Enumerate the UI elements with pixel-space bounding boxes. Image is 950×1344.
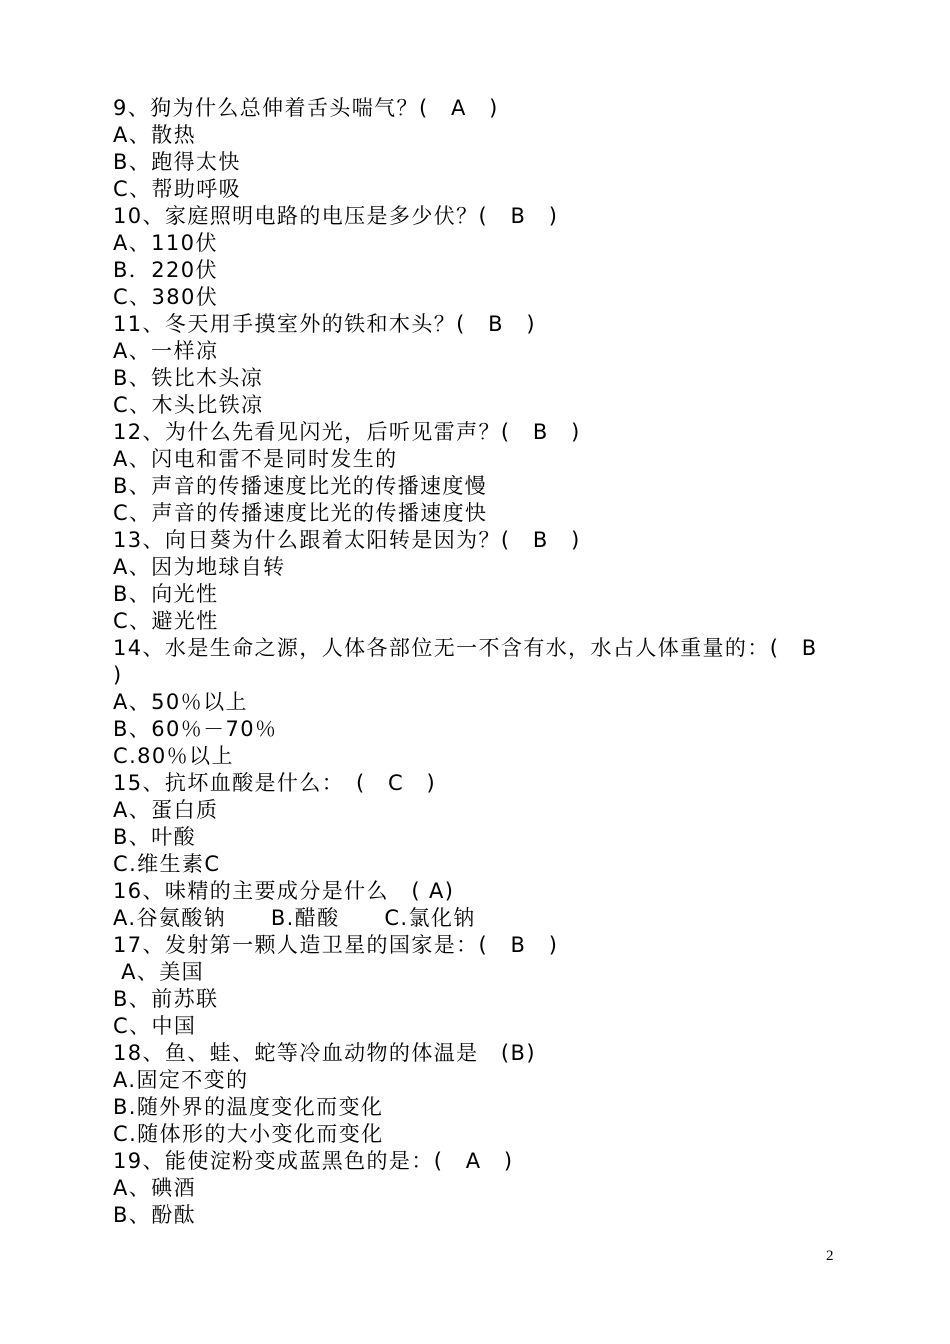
option-c: C.维生素C (113, 852, 221, 876)
option-b: B、前苏联 (113, 987, 219, 1011)
option-a: A、美国 (113, 960, 205, 984)
options-inline: A.谷氨酸钠 B.醋酸 C.氯化钠 (113, 906, 476, 930)
option-c: C、木头比铁凉 (113, 393, 264, 417)
option-a: A.固定不变的 (113, 1068, 249, 1092)
option-b: B．220伏 (113, 258, 218, 282)
option-b: B、60％－70％ (113, 717, 278, 741)
option-a: A、闪电和雷不是同时发生的 (113, 447, 398, 471)
question-15: 15、抗坏血酸是什么： ( C ) (113, 771, 437, 795)
option-c: C、中国 (113, 1014, 197, 1038)
question-14: 14、水是生命之源，人体各部位无一不含有水，水占人体重量的：( B (113, 636, 818, 660)
option-b: B、叶酸 (113, 825, 197, 849)
question-13: 13、向日葵为什么跟着太阳转是因为？( B ) (113, 528, 581, 552)
question-11: 11、冬天用手摸室外的铁和木头？( B ) (113, 312, 536, 336)
option-b: B、跑得太快 (113, 150, 241, 174)
page-number: 2 (826, 1248, 834, 1264)
question-16: 16、味精的主要成分是什么 ( A) (113, 879, 455, 903)
option-b: B、铁比木头凉 (113, 366, 264, 390)
option-c: C、帮助呼吸 (113, 177, 242, 201)
option-a: A、50％以上 (113, 690, 248, 714)
option-b: B.随外界的温度变化而变化 (113, 1095, 384, 1119)
option-a: A、110伏 (113, 231, 218, 255)
option-c: C.随体形的大小变化而变化 (113, 1122, 384, 1146)
option-c: C、380伏 (113, 285, 219, 309)
option-c: C.80％以上 (113, 744, 234, 768)
question-14-continuation: ) (113, 663, 123, 687)
option-c: C、避光性 (113, 609, 219, 633)
option-c: C、声音的传播速度比光的传播速度快 (113, 501, 488, 525)
option-a: A、一样凉 (113, 339, 219, 363)
question-18: 18、鱼、蛙、蛇等冷血动物的体温是 (B) (113, 1041, 536, 1065)
option-a: A、因为地球自转 (113, 555, 286, 579)
option-b: B、酚酞 (113, 1203, 197, 1227)
option-a: A、散热 (113, 123, 196, 147)
question-17: 17、发射第一颗人造卫星的国家是：( B ) (113, 933, 559, 957)
question-12: 12、为什么先看见闪光，后听见雷声？( B ) (113, 420, 581, 444)
option-a: A、蛋白质 (113, 798, 219, 822)
option-b: B、声音的传播速度比光的传播速度慢 (113, 474, 488, 498)
question-10: 10、家庭照明电路的电压是多少伏？( B ) (113, 204, 559, 228)
option-b: B、向光性 (113, 582, 219, 606)
question-list (113, 95, 848, 1229)
question-19: 19、能使淀粉变成蓝黑色的是：( A ) (113, 1149, 514, 1173)
option-a: A、碘酒 (113, 1176, 196, 1200)
question-9: 9、狗为什么总伸着舌头喘气？( A ) (113, 96, 499, 120)
